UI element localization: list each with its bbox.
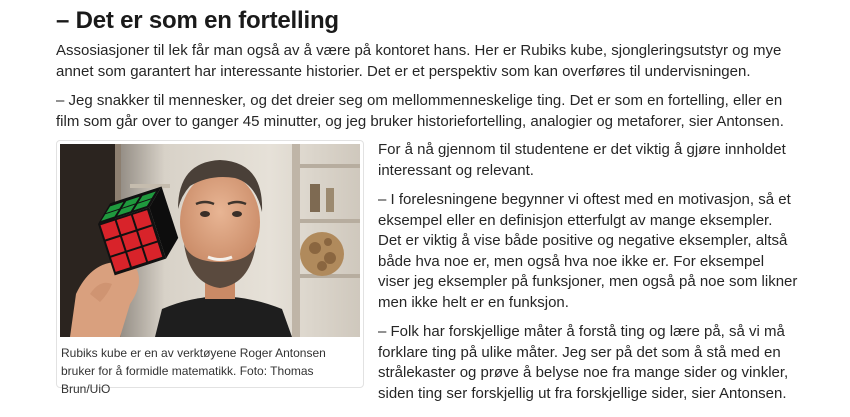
- article: [56, 0, 796, 132]
- paragraph-2: – Jeg snakker til mennesker, og det dreier seg om mellommenneskelige ting. Det er som en fortelling, eller en film som går over to ganger 45 minutter, og jeg bruker historiefortelling, analogier og metaforer, sier Antonsen.: [56, 92, 784, 130]
- side-paragraph-2: – I forelesningene begynner vi oftest med en motivasjon, så et eksempel eller en definisjon etterfulgt av mange eksempler. Det er viktig å vise både positive og negative eksempler, altså både hva noe er, men også hva noe ikke er. For eksempel viser jeg eksempler på funksjoner, men også på noe som likner men ikke helt er en funksjon.: [378, 191, 798, 311]
- paragraph-1: Assosiasjoner til lek får man også av å være på kontoret hans. Her er Rubiks kube, sjongleringsutstyr og mye annet som garantert har interessante historier. Det er et perspektiv som kan overføres til undervisningen.: [56, 42, 782, 80]
- portrait-photo: [60, 144, 360, 337]
- section-heading: – Det er som en fortelling: [56, 7, 339, 34]
- figure-caption: Rubiks kube er en av verktøyene Roger Antonsen bruker for å formidle matematikk. Foto: Thomas Brun/UiO: [61, 346, 326, 396]
- side-paragraph-3: – Folk har forskjellige måter å forstå ting og lære på, så vi må forklare ting på ulike måter. Jeg ser på det som å stå med en strålekaster og prøve å belyse noe fra mange sider og vinkler, siden ting ser forskjellig ut fra forskjellige sider, sier Antonsen.: [378, 323, 789, 402]
- side-column: [378, 140, 798, 404]
- article-figure: [56, 140, 364, 396]
- side-paragraph-1: For å nå gjennom til studentene er det viktig å gjøre innholdet interessant og relevant.: [378, 141, 786, 179]
